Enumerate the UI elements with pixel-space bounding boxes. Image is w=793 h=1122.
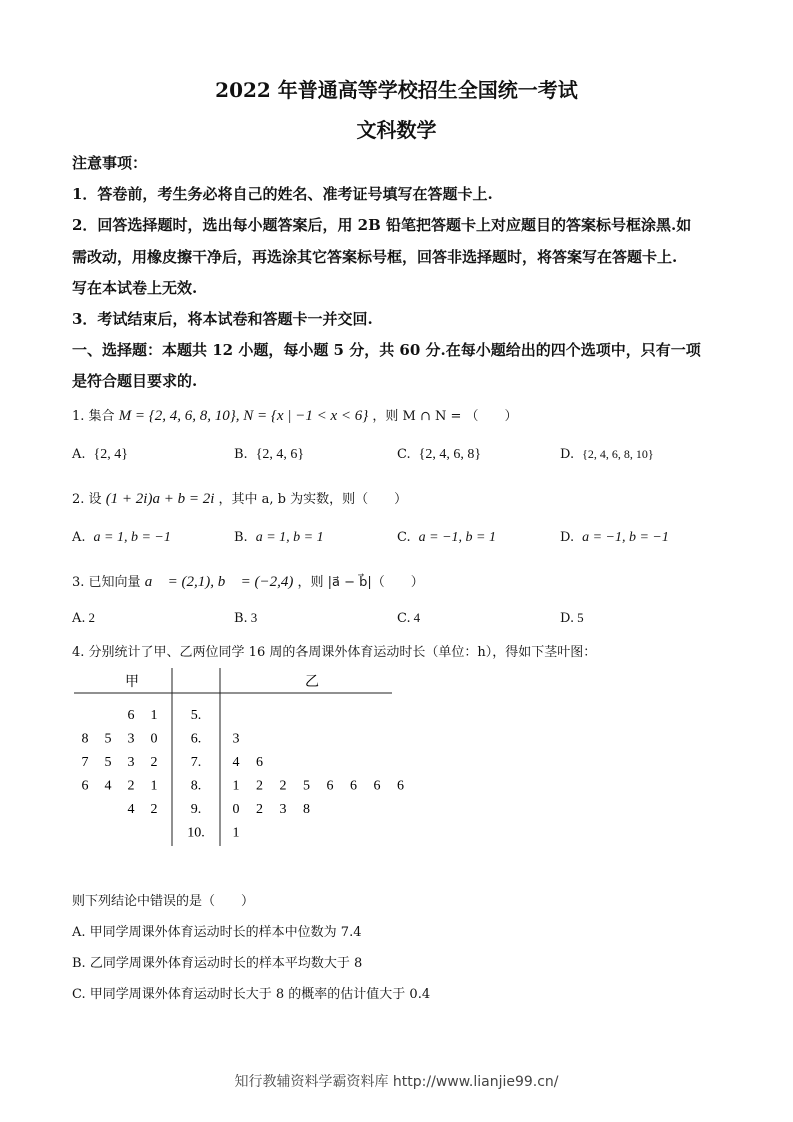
left-leaf: 4 — [104, 778, 112, 794]
q3-option-a: A. 2 — [72, 610, 96, 626]
question-2-suffix: ，其中 a, b 为实数，则（ ） — [218, 492, 408, 507]
left-leaf: 2 — [150, 802, 158, 817]
stem: 6. — [190, 731, 202, 747]
right-header: 乙 — [305, 675, 319, 690]
question-3-suffix: ，则 |a⃗ − b⃗|（ ） — [297, 575, 424, 590]
q1-option-a: A. {2, 4} — [72, 447, 128, 462]
note-item-1: 1．答卷前，考生务必将自己的姓名、准考证号填写在答题卡上. — [72, 185, 493, 203]
q2-option-c: C. a = −1, b = 1 — [397, 530, 496, 545]
right-leaf: 1 — [232, 825, 240, 841]
q2-option-d: D. a = −1, b = −1 — [560, 530, 669, 545]
left-leaf: 2 — [150, 755, 158, 770]
question-3-math: a⃗ = (2,1), b⃗ = (−2,4) — [144, 574, 294, 590]
q2-option-b: B. a = 1, b = 1 — [234, 530, 324, 545]
q1-option-c: C. {2, 4, 6, 8} — [397, 447, 482, 462]
note-item-2-line-3: 写在本试卷上无效. — [72, 279, 198, 297]
left-leaf: 6 — [127, 708, 135, 723]
note-item-2-line-1: 2．回答选择题时，选出每小题答案后，用 2B 铅笔把答题卡上对应题目的答案标号框涂黑.如 — [72, 216, 692, 234]
question-1-suffix: ，则 M ∩ N = （ ） — [372, 409, 518, 424]
right-leaf: 2 — [256, 778, 263, 794]
right-leaf: 8 — [303, 802, 310, 817]
question-1-math: M = {2, 4, 6, 8, 10}, N = {x | −1 < x < 6} — [118, 408, 369, 424]
q3-option-c: C. 4 — [397, 610, 421, 626]
stem-leaf-plot — [74, 668, 404, 848]
right-leaf: 6 — [373, 778, 381, 794]
right-leaf: 0 — [232, 802, 240, 817]
right-leaf: 4 — [232, 755, 240, 770]
question-3 — [72, 571, 424, 591]
note-item-2-line-2: 需改动，用橡皮擦干净后，再选涂其它答案标号框，回答非选择题时，将答案写在答题卡上. — [72, 248, 678, 266]
q4-option-a: A. 甲同学周课外体育运动时长的样本中位数为 7.4 — [72, 925, 362, 940]
right-leaf: 6 — [350, 778, 357, 794]
question-1-prefix: 1. 集合 — [72, 409, 115, 424]
left-leaf: 2 — [127, 778, 135, 794]
right-leaf: 2 — [279, 778, 287, 794]
left-leaf: 8 — [81, 731, 89, 747]
section-heading-line-1: 一、选择题：本题共 12 小题，每小题 5 分，共 60 分.在每小题给出的四个选项中，只有一项 — [72, 341, 701, 359]
left-leaf: 1 — [150, 708, 158, 723]
footer-watermark: 知行教辅资料学霸资料库 http://www.lianjie99.cn/ — [234, 1074, 559, 1090]
stem: 9. — [190, 802, 202, 817]
left-leaf: 5 — [104, 755, 112, 770]
left-leaf: 6 — [81, 778, 89, 794]
right-leaf: 1 — [232, 778, 240, 794]
stem: 10. — [187, 825, 205, 841]
question-2-prefix: 2. 设 — [72, 492, 102, 507]
q3-option-b: B. 3 — [234, 610, 258, 626]
right-leaf: 3 — [279, 802, 287, 817]
question-2-math: (1 + 2i)a + b = 2i — [105, 491, 215, 507]
stem: 7. — [190, 755, 202, 770]
q4-option-c: C. 甲同学周课外体育运动时长大于 8 的概率的估计值大于 0.4 — [72, 987, 431, 1002]
question-4-prompt: 则下列结论中错误的是（ ） — [72, 894, 255, 909]
right-leaf: 6 — [326, 778, 334, 794]
notes-heading: 注意事项： — [72, 154, 148, 172]
left-leaf: 5 — [104, 731, 112, 747]
left-leaf: 7 — [81, 755, 89, 770]
right-leaf: 6 — [397, 778, 404, 794]
q1-option-b: B. {2, 4, 6} — [234, 447, 305, 462]
stem: 5. — [190, 708, 202, 723]
page-subtitle: 文科数学 — [356, 118, 437, 142]
question-2 — [72, 488, 407, 508]
note-item-3: 3．考试结束后，将本试卷和答题卡一并交回. — [72, 310, 373, 328]
question-4: 4. 分别统计了甲、乙两位同学 16 周的各周课外体育运动时长（单位：h），得如下茎叶图： — [72, 645, 597, 660]
section-heading-line-2: 是符合题目要求的. — [72, 372, 198, 390]
left-leaf: 3 — [127, 755, 135, 770]
right-leaf: 3 — [232, 731, 240, 747]
right-leaf: 5 — [303, 778, 310, 794]
left-leaf: 3 — [127, 731, 135, 747]
page-title: 2022 年普通高等学校招生全国统一考试 — [215, 78, 578, 102]
right-leaf: 6 — [256, 755, 263, 770]
question-3-prefix: 3. 已知向量 — [72, 575, 141, 590]
q4-option-b: B. 乙同学周课外体育运动时长的样本平均数大于 8 — [72, 956, 363, 971]
left-leaf: 4 — [127, 802, 135, 817]
q3-option-d: D. 5 — [560, 610, 584, 626]
right-leaf: 2 — [256, 802, 263, 817]
left-header: 甲 — [125, 675, 139, 690]
q1-option-d: D. {2, 4, 6, 8, 10} — [560, 447, 654, 462]
left-leaf: 1 — [150, 778, 158, 794]
question-1 — [72, 405, 518, 425]
left-leaf: 0 — [150, 731, 158, 747]
q2-option-a: A. a = 1, b = −1 — [72, 530, 171, 545]
stem: 8. — [190, 778, 202, 794]
